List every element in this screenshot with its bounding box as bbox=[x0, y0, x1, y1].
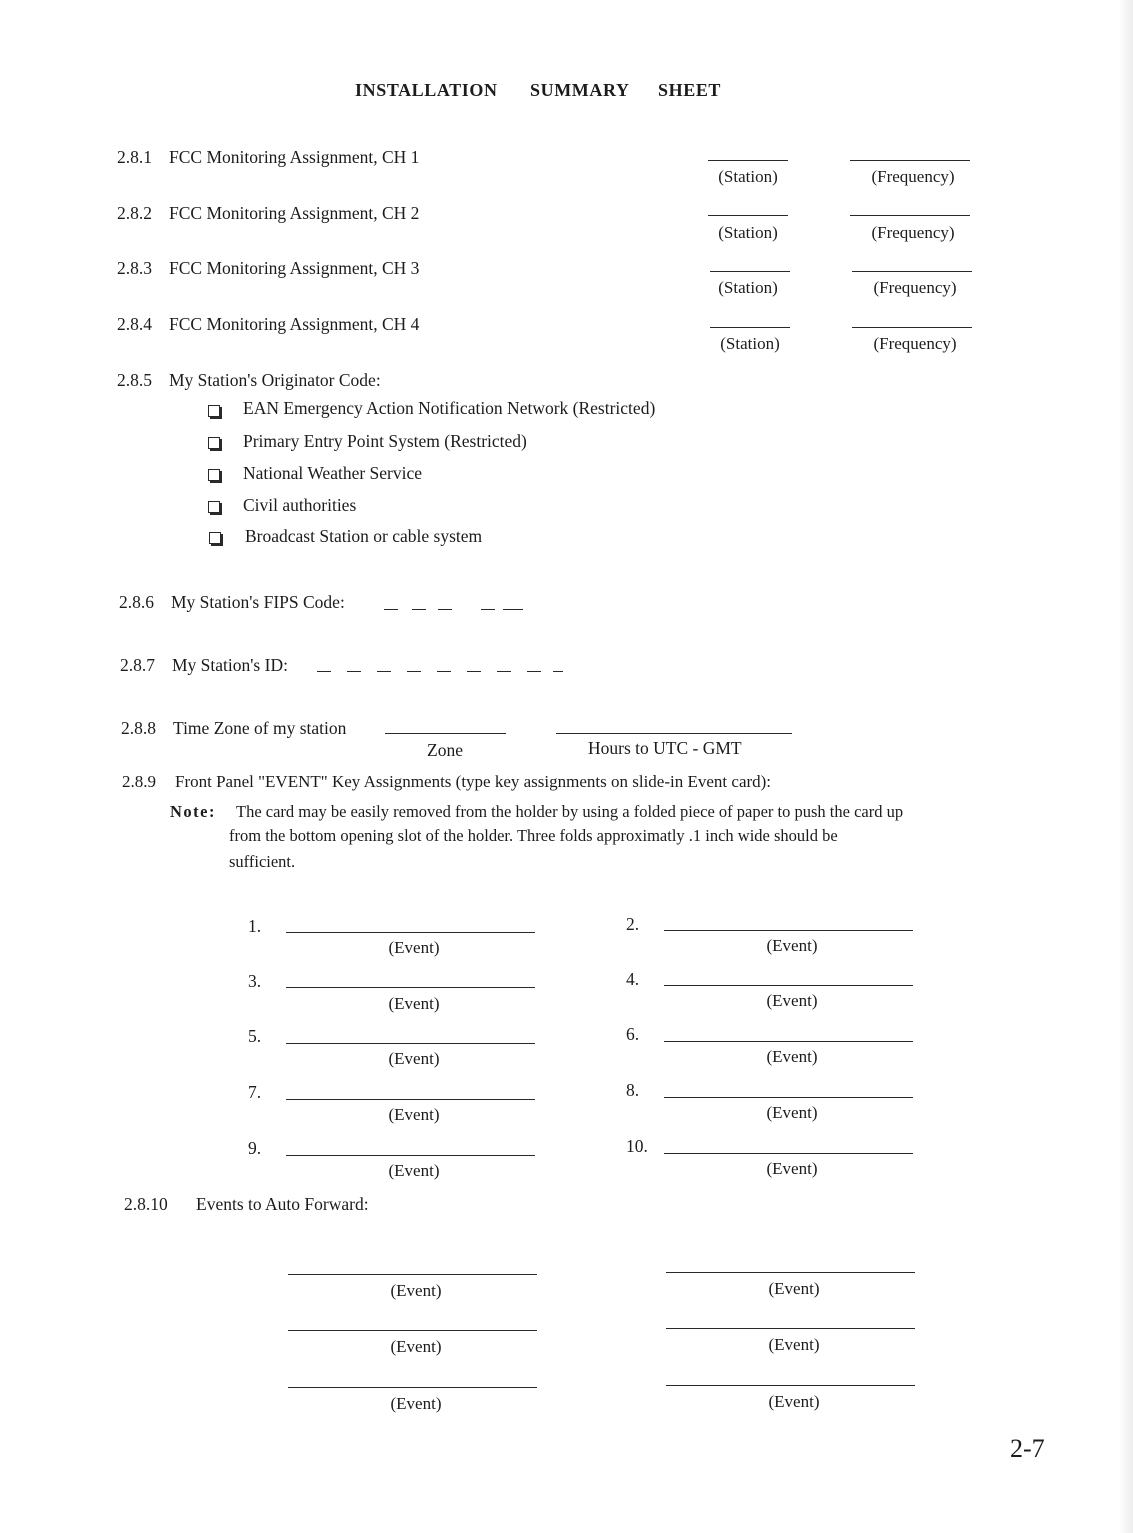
event-number: 4. bbox=[626, 969, 640, 989]
utc-offset-caption: Hours to UTC - GMT bbox=[588, 738, 742, 758]
checkbox-icon[interactable] bbox=[208, 469, 220, 481]
note-text-line-3: sufficient. bbox=[229, 852, 296, 871]
section-number: 2.8.5 bbox=[117, 370, 152, 390]
event-field[interactable] bbox=[286, 987, 535, 988]
event-caption: (Event) bbox=[390, 1394, 442, 1413]
section-label: FCC Monitoring Assignment, CH 1 bbox=[169, 147, 420, 167]
event-field[interactable] bbox=[288, 1330, 537, 1331]
event-caption: (Event) bbox=[388, 1105, 440, 1124]
char-blank[interactable] bbox=[437, 671, 451, 672]
section-label: FCC Monitoring Assignment, CH 2 bbox=[169, 203, 420, 223]
event-field[interactable] bbox=[664, 1097, 913, 1098]
station-id-label: My Station's ID: bbox=[172, 655, 288, 675]
checkbox-icon[interactable] bbox=[208, 501, 220, 513]
event-caption: (Event) bbox=[388, 994, 440, 1013]
frequency-caption: (Frequency) bbox=[873, 278, 957, 297]
event-field[interactable] bbox=[286, 1043, 535, 1044]
section-label: FCC Monitoring Assignment, CH 4 bbox=[169, 314, 420, 334]
option-label: Broadcast Station or cable system bbox=[245, 526, 483, 546]
char-blank[interactable] bbox=[377, 671, 391, 672]
event-number: 10. bbox=[626, 1136, 648, 1156]
event-caption: (Event) bbox=[766, 1047, 818, 1066]
event-field[interactable] bbox=[664, 1153, 913, 1154]
event-number: 8. bbox=[626, 1080, 640, 1100]
event-field[interactable] bbox=[664, 930, 913, 931]
option-label: Primary Entry Point System (Restricted) bbox=[243, 431, 527, 451]
event-keys-label: Front Panel "EVENT" Key Assignments (type key assignments on slide-in Event card): bbox=[175, 772, 772, 791]
event-field[interactable] bbox=[664, 1041, 913, 1042]
event-caption: (Event) bbox=[388, 1049, 440, 1068]
event-field[interactable] bbox=[288, 1274, 537, 1275]
digit-blank[interactable] bbox=[438, 609, 452, 610]
fips-code-label: My Station's FIPS Code: bbox=[171, 592, 345, 612]
section-number: 2.8.2 bbox=[117, 203, 152, 223]
section-number: 2.8.9 bbox=[122, 772, 156, 791]
event-caption: (Event) bbox=[768, 1335, 820, 1354]
frequency-field[interactable] bbox=[852, 271, 972, 272]
event-number: 6. bbox=[626, 1024, 640, 1044]
zone-field[interactable] bbox=[385, 733, 506, 734]
event-caption: (Event) bbox=[766, 1159, 818, 1178]
option-label: National Weather Service bbox=[243, 463, 423, 483]
char-blank[interactable] bbox=[317, 671, 331, 672]
station-caption: (Station) bbox=[718, 223, 778, 242]
option-label: Civil authorities bbox=[243, 495, 357, 515]
timezone-label: Time Zone of my station bbox=[173, 718, 347, 738]
station-caption: (Station) bbox=[720, 334, 780, 353]
note-text-line-1: The card may be easily removed from the holder by using a folded piece of paper to push the card up bbox=[236, 802, 904, 821]
section-number: 2.8.8 bbox=[121, 718, 156, 738]
frequency-field[interactable] bbox=[852, 327, 972, 328]
station-field[interactable] bbox=[708, 215, 788, 216]
char-blank[interactable] bbox=[527, 671, 541, 672]
event-field[interactable] bbox=[286, 932, 535, 933]
event-field[interactable] bbox=[288, 1387, 537, 1388]
checkbox-icon[interactable] bbox=[209, 532, 221, 544]
title-word-summary: SUMMARY bbox=[530, 80, 630, 100]
note-text-line-2: from the bottom opening slot of the holder. Three folds approximatly .1 inch wide should be bbox=[229, 826, 838, 845]
char-blank[interactable] bbox=[553, 671, 563, 672]
frequency-caption: (Frequency) bbox=[873, 334, 957, 353]
section-number: 2.8.10 bbox=[124, 1194, 168, 1214]
event-caption: (Event) bbox=[768, 1392, 820, 1411]
frequency-caption: (Frequency) bbox=[871, 223, 955, 242]
station-field[interactable] bbox=[708, 160, 788, 161]
event-caption: (Event) bbox=[390, 1281, 442, 1300]
event-caption: (Event) bbox=[766, 991, 818, 1010]
title-word-sheet: SHEET bbox=[658, 80, 722, 100]
event-caption: (Event) bbox=[768, 1279, 820, 1298]
section-number: 2.8.1 bbox=[117, 147, 152, 167]
event-caption: (Event) bbox=[388, 1161, 440, 1180]
event-number: 9. bbox=[248, 1138, 262, 1158]
page-number: 2-7 bbox=[1010, 1434, 1045, 1463]
frequency-caption: (Frequency) bbox=[871, 167, 955, 186]
digit-blank[interactable] bbox=[481, 609, 495, 610]
option-label: EAN Emergency Action Notification Network (Restricted) bbox=[243, 398, 656, 418]
event-field[interactable] bbox=[664, 985, 913, 986]
digit-blank[interactable] bbox=[412, 609, 426, 610]
title-word-installation: INSTALLATION bbox=[355, 80, 498, 100]
section-label: FCC Monitoring Assignment, CH 3 bbox=[169, 258, 420, 278]
note-label: Note: bbox=[170, 802, 216, 821]
event-number: 7. bbox=[248, 1082, 262, 1102]
event-caption: (Event) bbox=[388, 938, 440, 957]
page-edge-shadow bbox=[1119, 0, 1133, 1533]
station-field[interactable] bbox=[710, 327, 790, 328]
event-field[interactable] bbox=[666, 1328, 915, 1329]
section-number: 2.8.3 bbox=[117, 258, 152, 278]
section-number: 2.8.4 bbox=[117, 314, 152, 334]
checkbox-icon[interactable] bbox=[208, 405, 220, 417]
station-caption: (Station) bbox=[718, 278, 778, 297]
section-number: 2.8.7 bbox=[120, 655, 155, 675]
event-number: 3. bbox=[248, 971, 262, 991]
char-blank[interactable] bbox=[347, 671, 361, 672]
event-field[interactable] bbox=[666, 1272, 915, 1273]
utc-offset-field[interactable] bbox=[556, 733, 792, 734]
char-blank[interactable] bbox=[467, 671, 481, 672]
char-blank[interactable] bbox=[497, 671, 511, 672]
zone-caption: Zone bbox=[427, 740, 463, 760]
event-number: 1. bbox=[248, 916, 262, 936]
char-blank[interactable] bbox=[407, 671, 421, 672]
digit-blank[interactable] bbox=[384, 609, 398, 610]
originator-code-label: My Station's Originator Code: bbox=[169, 370, 381, 390]
station-caption: (Station) bbox=[718, 167, 778, 186]
checkbox-icon[interactable] bbox=[208, 437, 220, 449]
event-caption: (Event) bbox=[390, 1337, 442, 1356]
station-field[interactable] bbox=[710, 271, 790, 272]
section-number: 2.8.6 bbox=[119, 592, 154, 612]
event-number: 5. bbox=[248, 1026, 262, 1046]
event-field[interactable] bbox=[666, 1385, 915, 1386]
event-caption: (Event) bbox=[766, 936, 818, 955]
auto-forward-label: Events to Auto Forward: bbox=[196, 1194, 369, 1214]
frequency-field[interactable] bbox=[850, 215, 970, 216]
frequency-field[interactable] bbox=[850, 160, 970, 161]
digit-blank[interactable] bbox=[503, 609, 523, 610]
event-field[interactable] bbox=[286, 1155, 535, 1156]
event-caption: (Event) bbox=[766, 1103, 818, 1122]
event-number: 2. bbox=[626, 914, 640, 934]
event-field[interactable] bbox=[286, 1099, 535, 1100]
